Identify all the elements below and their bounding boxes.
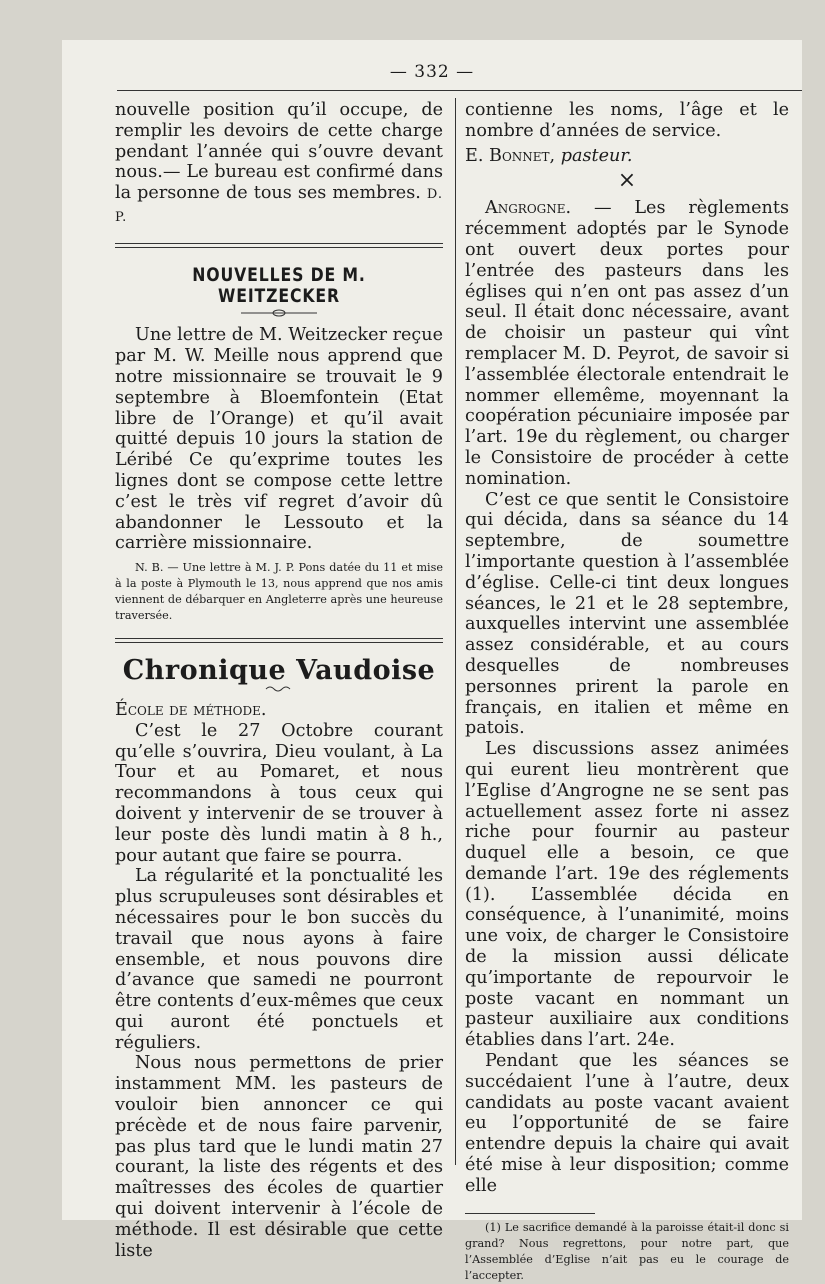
ecole-heading: École de méthode. xyxy=(115,699,267,720)
page-number: — 332 — xyxy=(389,62,475,82)
footnote: (1) Le sacrifice demandé à la paroisse était-il donc si grand? Nous regrettons, pour notre part, que l’Assemblée d’Eglise n’ait pas eu le courage de l’accepter. xyxy=(465,1220,789,1282)
ecole-paragraph-3: Nous nous permettons de prier instamment MM. les pasteurs de vouloir bien annoncer ce qui précède et de nous faire parvenir, pas plus tard que le lundi matin 27 courant, la liste des régents et des maîtresses des écoles de quartier qui doivent intervenir à l’école de méthode. Il est désirable que cette liste xyxy=(115,1053,443,1261)
angrogne-paragraph: Angrogne. — Les règlements récemment adoptés par le Synode ont ouvert deux portes pour l’entrée des pasteurs dans les églises qui n’en ont pas assez d’un seul. Il était donc nécessaire, avant de choisir un pasteur qui vînt remplacer M. D. Peyrot, de savoir si l’assemblée électorale entendrait le nommer ellemême, moyennant la coopération pécuniaire imposée par l’art. 19e du règlement, ou charger le Consistoire de procéder à cette nomination. xyxy=(465,198,789,489)
ecole-paragraph-1: C’est le 27 Octobre courant qu’elle s’ouvrira, Dieu voulant, à La Tour et au Pomaret, et nous recommandons à tous ceux qui doivent y intervenir de se trouver à leur poste dès lundi matin à 8 h., pour autant que faire se pourra. xyxy=(115,720,443,866)
footnote-rule xyxy=(465,1213,595,1214)
discussions-paragraph: Les discussions assez animées qui eurent lieu montrèrent que l’Eglise d’Angrogne ne se sent pas actuellement assez forte ni assez riche pour fournir au pasteur duquel elle a besoin, ce que demande l’art. 19e des réglements (1). L’assemblée décida en conséquence, à l’unanimité, moins une voix, de charger le Consistoire de la mission aussi délicate qu’importante de repourvoir le poste vacant en nommant un pasteur auxiliaire aux conditions établies dans l’art. 24e. xyxy=(465,739,789,1051)
left-paragraph-1: nouvelle position qu’il occupe, de remplir les devoirs de cette charge pendant l’année qui s’ouvre devant nous.— Le bureau est confirmé dans la personne de tous ses membres. D. P. xyxy=(115,100,443,225)
ecole-paragraph-2: La régularité et la ponctualité les plus scrupuleuses sont désirables et nécessaires pour le bon succès du travail que nous ayons à faire ensemble, et nous pouvons dire d’avance que samedi ne pourront être contents d’eux-mêmes que ceux qui auront été ponctuels et réguliers. xyxy=(115,866,443,1053)
consistoire-paragraph: C’est ce que sentit le Consistoire qui décida, dans sa séance du 14 septembre, de soumettre l’importante question à l’assemblée d’église. Celle-ci tint deux longues séances, le 21 et le 28 septembre, auxquelles intervint une assemblée assez considérable, et au cours desquelles de nombreuses personnes prirent la parole en français, en italien et même en patois. xyxy=(465,489,789,739)
nb-note: N. B. — Une lettre à M. J. P. Pons datée du 11 et mise à la poste à Plymouth le 13, nous apprend que nos amis viennent de débarquer en Angleterre après une heureuse traversée. xyxy=(115,561,443,623)
right-paragraph-1: contienne les noms, l’âge et le nombre d’années de service. xyxy=(465,100,789,141)
signature-dp: D. P. xyxy=(115,187,443,225)
header-rule xyxy=(117,90,802,91)
left-column xyxy=(115,100,443,1261)
weitzecker-paragraph: Une lettre de M. Weitzecker reçue par M. W. Meille nous apprend que notre missionnaire se trouvait le 9 septembre à Bloemfontein (Etat libre de l’Orange) et qu’il avait quitté depuis 10 jours la station de Léribé Ce qu’exprime toutes les lignes dont se compose cette lettre c’est le très vif regret d’avoir dû abandonner le Lessouto et la carrière missionnaire. xyxy=(115,325,444,554)
newspaper-page xyxy=(62,40,802,1282)
double-rule xyxy=(115,243,443,248)
ornament-divider-icon xyxy=(239,309,319,317)
section-heading-weitzecker: NOUVELLES DE M. WEITZECKER xyxy=(192,264,366,307)
signature-bonnet: E. Bonnet, pasteur. xyxy=(465,145,633,166)
double-rule-2 xyxy=(115,638,443,643)
cross-separator: × xyxy=(617,168,637,194)
column-divider xyxy=(455,98,456,1165)
right-column xyxy=(465,100,789,1284)
section-title-chronique: Chronique Vaudoise xyxy=(122,655,436,687)
seances-paragraph: Pendant que les séances se succédaient l’une à l’autre, deux candidats au poste vacant avaient eu l’opportunité de se faire entendre depuis la chaire qui avait été mise à leur disposition; comme elle xyxy=(465,1051,789,1196)
